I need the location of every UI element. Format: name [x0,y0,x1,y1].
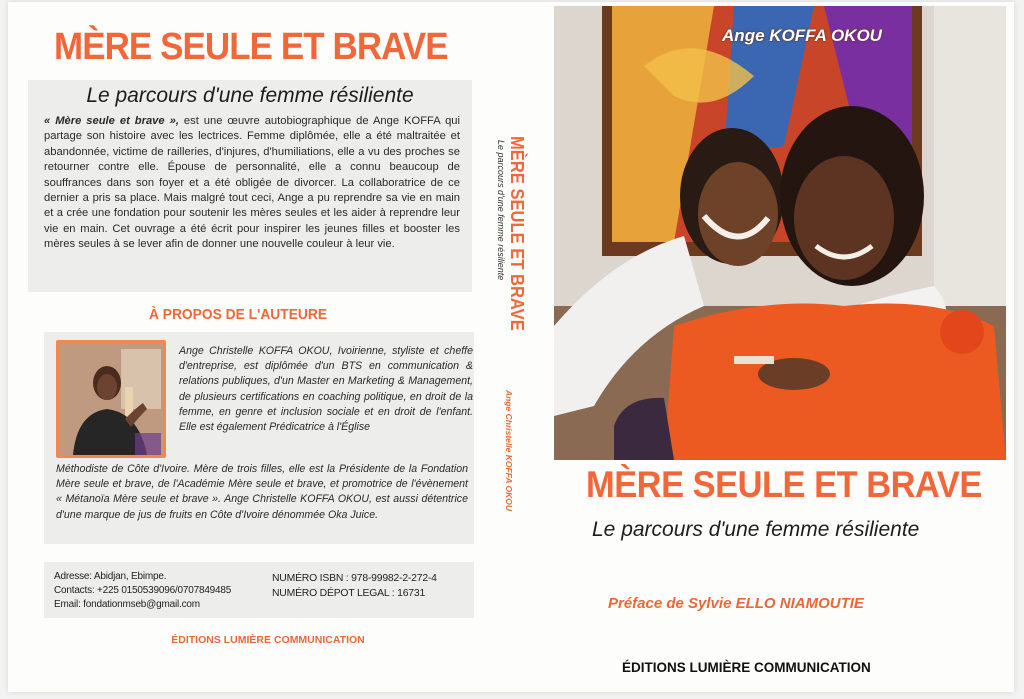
contact-panel [44,562,474,618]
author-portrait-illustration [59,343,163,455]
front-cover-preface: Préface de Sylvie ELLO NIAMOUTIE [608,595,864,612]
front-cover [546,2,1014,692]
cover-photo-illustration [554,6,1006,460]
back-cover-summary-panel [28,80,472,292]
back-cover-subtitle: Le parcours d'une femme résiliente [86,84,414,107]
blurb-book-title: « Mère seule et brave », [44,115,179,127]
contact-address: Adresse: Abidjan, Ebimpe. [54,571,167,582]
book-spine [496,130,536,550]
back-cover-blurb [44,114,460,253]
legal-deposit-number: NUMÉRO DÉPOT LEGAL : 16731 [272,588,426,599]
back-cover [8,2,488,692]
contact-phones: Contacts: +225 0150539096/0707849485 [54,585,232,596]
author-bio-part-2: Méthodiste de Côte d'Ivoire. Mère de trois filles, elle est la Présidente de la Fondation Mère seule et brave, de l'Académie Mère seule et brave, et promotrice de l'évènement « Métanoïa Mère seule et brave ». Ange Christelle KOFFA OKOU, est aussi détentrice d'une marque de jus de fruits en Côte d'Ivoire dénommée Oka Juice. [56,463,468,521]
back-cover-publisher: ÉDITIONS LUMIÈRE COMMUNICATION [171,634,365,646]
cover-photo [554,6,1006,460]
author-bio-part-1: Ange Christelle KOFFA OKOU, Ivoirienne, styliste et cheffe d'entreprise, est diplômée d'un BTS en communication & relations publiques, d'un Master en Marketing & Management, de plusieurs certifications en coaching politique, en droit de la femme, en genre et inclusion sociale et en droit de l'enfant. Elle est également Prédicatrice à l'Église [179,345,473,434]
blurb-text: est une œuvre autobiographique de Ange KOFFA qui partage son histoire avec les lectrices. Femme diplômée, elle a été maltraitée et abandonnée, victime de railleries, d'injures, d'humiliations, elle a vu des proches se retourner contre elle. Épouse de personnalité, elle a connu beaucoup de souffrances dans son foyer et a été obligée de divorcer. La collaboratrice de ce dernier a pris sa place. Mais malgré tout ceci, Ange a pu reprendre sa vie en main et a crée une fondation pour soutenir les mères seules et les aider à reprendre leur vie en main. Cet ouvrage a été écrit pour inspirer les jeunes filles et booster les mères seules à se lever afin de donner une nouvelle couleur à leur vie. [44,115,460,251]
back-cover-title: MÈRE SEULE ET BRAVE [54,26,448,68]
front-cover-title: MÈRE SEULE ET BRAVE [586,464,982,505]
about-author-heading: À PROPOS DE L'AUTEURE [148,306,328,323]
author-panel [44,332,474,544]
spine-title: MÈRE SEULE ET BRAVE [507,136,527,331]
spine-subtitle: Le parcours d'une femme résiliente [496,140,506,281]
spine-author: Ange Christelle KOFFA OKOU [504,390,514,512]
author-photo [56,340,166,458]
front-cover-author: Ange KOFFA OKOU [722,26,882,45]
isbn-number: NUMÉRO ISBN : 978-99982-2-272-4 [272,573,437,584]
contact-email: Email: fondationmseb@gmail.com [54,599,200,610]
book-cover-sheet [8,2,1014,692]
front-cover-subtitle: Le parcours d'une femme résiliente [592,518,920,541]
front-cover-publisher: ÉDITIONS LUMIÈRE COMMUNICATION [622,660,871,675]
